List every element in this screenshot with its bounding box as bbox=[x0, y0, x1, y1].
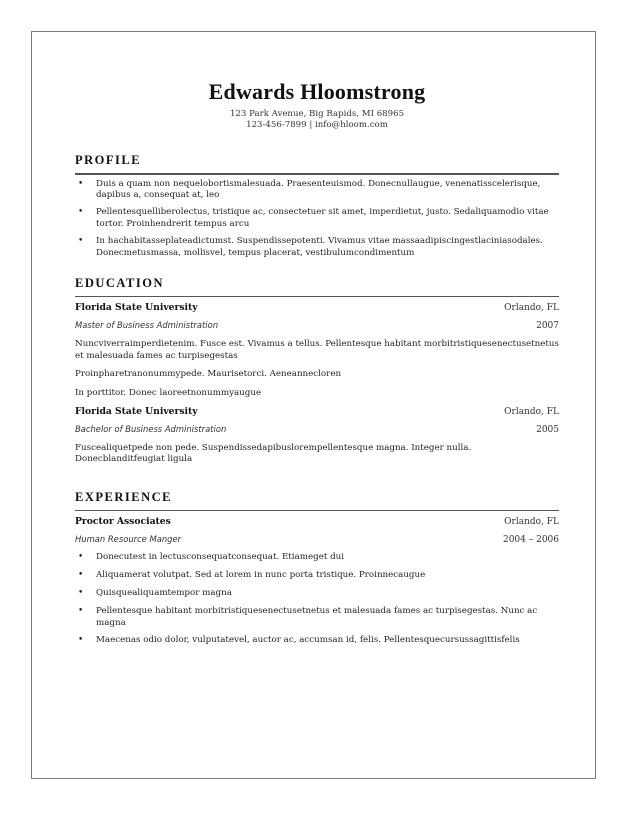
list-item: • Maecenas odio dolor, vulputatevel, auctor ac, accumsan id, felis. Pellentesquecursussagittisfelis bbox=[75, 635, 559, 646]
school-location: Orlando, FL bbox=[504, 407, 559, 418]
section-title-profile: PROFILE bbox=[75, 153, 142, 167]
school-name: Florida State University bbox=[75, 406, 198, 418]
contact-block bbox=[75, 109, 559, 131]
education-detail: Nuncviverraimperdietenim. Fusce est. Vivamus a tellus. Pellentesque habitant morbitristiquesenectusetnetus et malesuada fames ac turpisegestas bbox=[75, 339, 559, 361]
education-entry bbox=[75, 301, 559, 399]
experience-section bbox=[75, 490, 559, 647]
section-divider bbox=[75, 173, 559, 175]
education-entry bbox=[75, 405, 559, 466]
company-location: Orlando, FL bbox=[504, 517, 559, 528]
section-divider bbox=[75, 510, 559, 512]
graduation-year: 2007 bbox=[536, 321, 559, 332]
list-item: • Pellentesquelliberolectus, tristique ac, consectetuer sit amet, imperdietut, justo. Sedaliquamodio vitae tortor. Proinhendrerit tempus arcu bbox=[75, 207, 559, 230]
entry-subheader bbox=[75, 423, 559, 437]
entry-subheader bbox=[75, 319, 559, 333]
education-detail: In porttitor. Donec laoreetnonummyaugue bbox=[75, 387, 262, 398]
entry-header bbox=[75, 405, 559, 419]
address: 123 Park Avenue, Big Rapids, MI 68965 bbox=[229, 109, 405, 119]
entry-subheader bbox=[75, 533, 559, 547]
job-title: Human Resource Manger bbox=[75, 534, 182, 545]
list-item: • Pellentesque habitant morbitristiquesenectusetnetus et malesuada fames ac turpisegestas. Nunc ac magna bbox=[75, 606, 559, 629]
list-item: • Duis a quam non nequelobortismalesuada. Praesenteuismod. Donecnullaugue, venenatisscelerisque, dapibus a, consequat at, leo bbox=[75, 179, 559, 202]
education-detail: Proinpharetranonummypede. Maurisetorci. Aeneannecloren bbox=[75, 369, 342, 380]
list-item: • Aliquamerat volutpat. Sed at lorem in nunc porta tristique. Proinnecaugue bbox=[75, 570, 559, 581]
education-section bbox=[75, 276, 559, 466]
employment-dates: 2004 – 2006 bbox=[502, 535, 559, 546]
section-divider bbox=[75, 296, 559, 298]
school-location: Orlando, FL bbox=[504, 303, 559, 314]
education-detail: Fuscealiquetpede non pede. Suspendissedapibuslorempellentesque magna. Integer nulla. Donecblanditfeugiat ligula bbox=[75, 443, 472, 465]
list-item: • Quisquealiquamtempor magna bbox=[75, 588, 559, 599]
list-item: • In hachabitasseplateadictumst. Suspendissepotenti. Vivamus vitae massaadipiscingestlaciniasodales. Donecmetusmassa, mollisvel, tempus placerat, vestibulumcondimentum bbox=[75, 236, 559, 259]
candidate-name: Edwards Hloomstrong bbox=[208, 79, 426, 104]
experience-list bbox=[75, 552, 559, 646]
resume-content bbox=[75, 79, 559, 653]
company-name: Proctor Associates bbox=[75, 516, 171, 528]
profile-list bbox=[75, 179, 559, 259]
profile-section bbox=[75, 153, 559, 259]
section-title-education: EDUCATION bbox=[75, 275, 164, 290]
degree: Bachelor of Business Administration bbox=[75, 424, 227, 435]
experience-entry bbox=[75, 515, 559, 646]
school-name: Florida State University bbox=[75, 302, 198, 314]
list-item: • Donecutest in lectusconsequatconsequat. Etiameget dui bbox=[75, 552, 559, 563]
resume-page bbox=[31, 31, 596, 779]
degree: Master of Business Administration bbox=[75, 320, 219, 331]
graduation-year: 2005 bbox=[536, 425, 559, 436]
entry-header bbox=[75, 301, 559, 315]
entry-header bbox=[75, 515, 559, 529]
section-title-experience: EXPERIENCE bbox=[75, 489, 172, 504]
phone-email: 123-456-7899 | info@hloom.com bbox=[246, 120, 388, 130]
